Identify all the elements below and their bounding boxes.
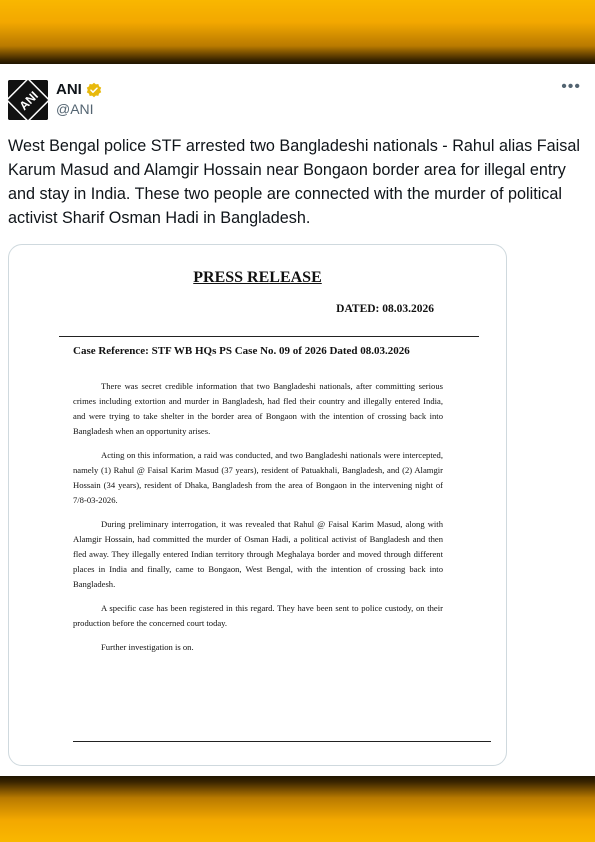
paragraph-2: Acting on this information, a raid was conducted, and two Bangladeshi nationals were intercepted, namely (1) Rahul @ Faisal Karim Masud (37 years), resident of Patuakhali, Bangladesh, and (2) Alamgir Hossain (34 years), resident of Dhaka, Bangladesh from the area of Bongaon in the intervening night of 7/8-03-2026.: [73, 450, 443, 505]
tweet-text: West Bengal police STF arrested two Bangladeshi nationals - Rahul alias Faisal Karum Masud and Alamgir Hossain near Bongaon border area for illegal entry and stay in India. These two people are connected with the murder of political activist Sharif Osman Hadi in Bangladesh.: [8, 137, 580, 227]
verified-badge-icon: [86, 82, 102, 98]
press-release-document: [9, 245, 506, 765]
paragraph-5: Further investigation is on.: [101, 642, 194, 652]
avatar[interactable]: [8, 80, 48, 120]
author-name-row[interactable]: [56, 81, 102, 98]
ani-logo-icon: [8, 80, 48, 120]
divider-bottom: [73, 741, 491, 742]
bottom-border-band: [0, 776, 595, 842]
divider-top: [59, 336, 479, 337]
paragraph-3: During preliminary interrogation, it was revealed that Rahul @ Faisal Karim Masud, along with Alamgir Hossain, had committed the murder of Osman Hadi, a political activist of Bangladesh and then fled away. They illegally entered Indian territory through Meghalaya border and moved through different places in India and finally, came to Bongaon, West Bengal, with the intention of crossing back into Bangladesh.: [73, 519, 443, 589]
press-release-body: [73, 379, 443, 664]
case-reference: Case Reference: STF WB HQs PS Case No. 09 of 2026 Dated 08.03.2026: [73, 345, 410, 357]
more-options-icon[interactable]: •••: [561, 78, 581, 95]
avatar-logo-text: ANI: [16, 88, 41, 113]
paragraph-4: A specific case has been registered in this regard. They have been sent to police custody, on their production before the concerned court today.: [73, 603, 443, 628]
author-name[interactable]: ANI: [56, 81, 82, 98]
author-handle[interactable]: @ANI: [56, 101, 94, 117]
tweet-card: [0, 64, 595, 776]
press-release-title: PRESS RELEASE: [193, 269, 322, 286]
press-release-date: DATED: 08.03.2026: [336, 303, 434, 315]
attached-image[interactable]: [8, 244, 507, 766]
paragraph-1: There was secret credible information that two Bangladeshi nationals, after committing serious crimes including extortion and murder in Bangladesh, had fled their country and illegally entered India, and were trying to take shelter in the border area of Bongaon with the intention of crossing back into Bangladesh when an opportunity arises.: [73, 381, 443, 436]
